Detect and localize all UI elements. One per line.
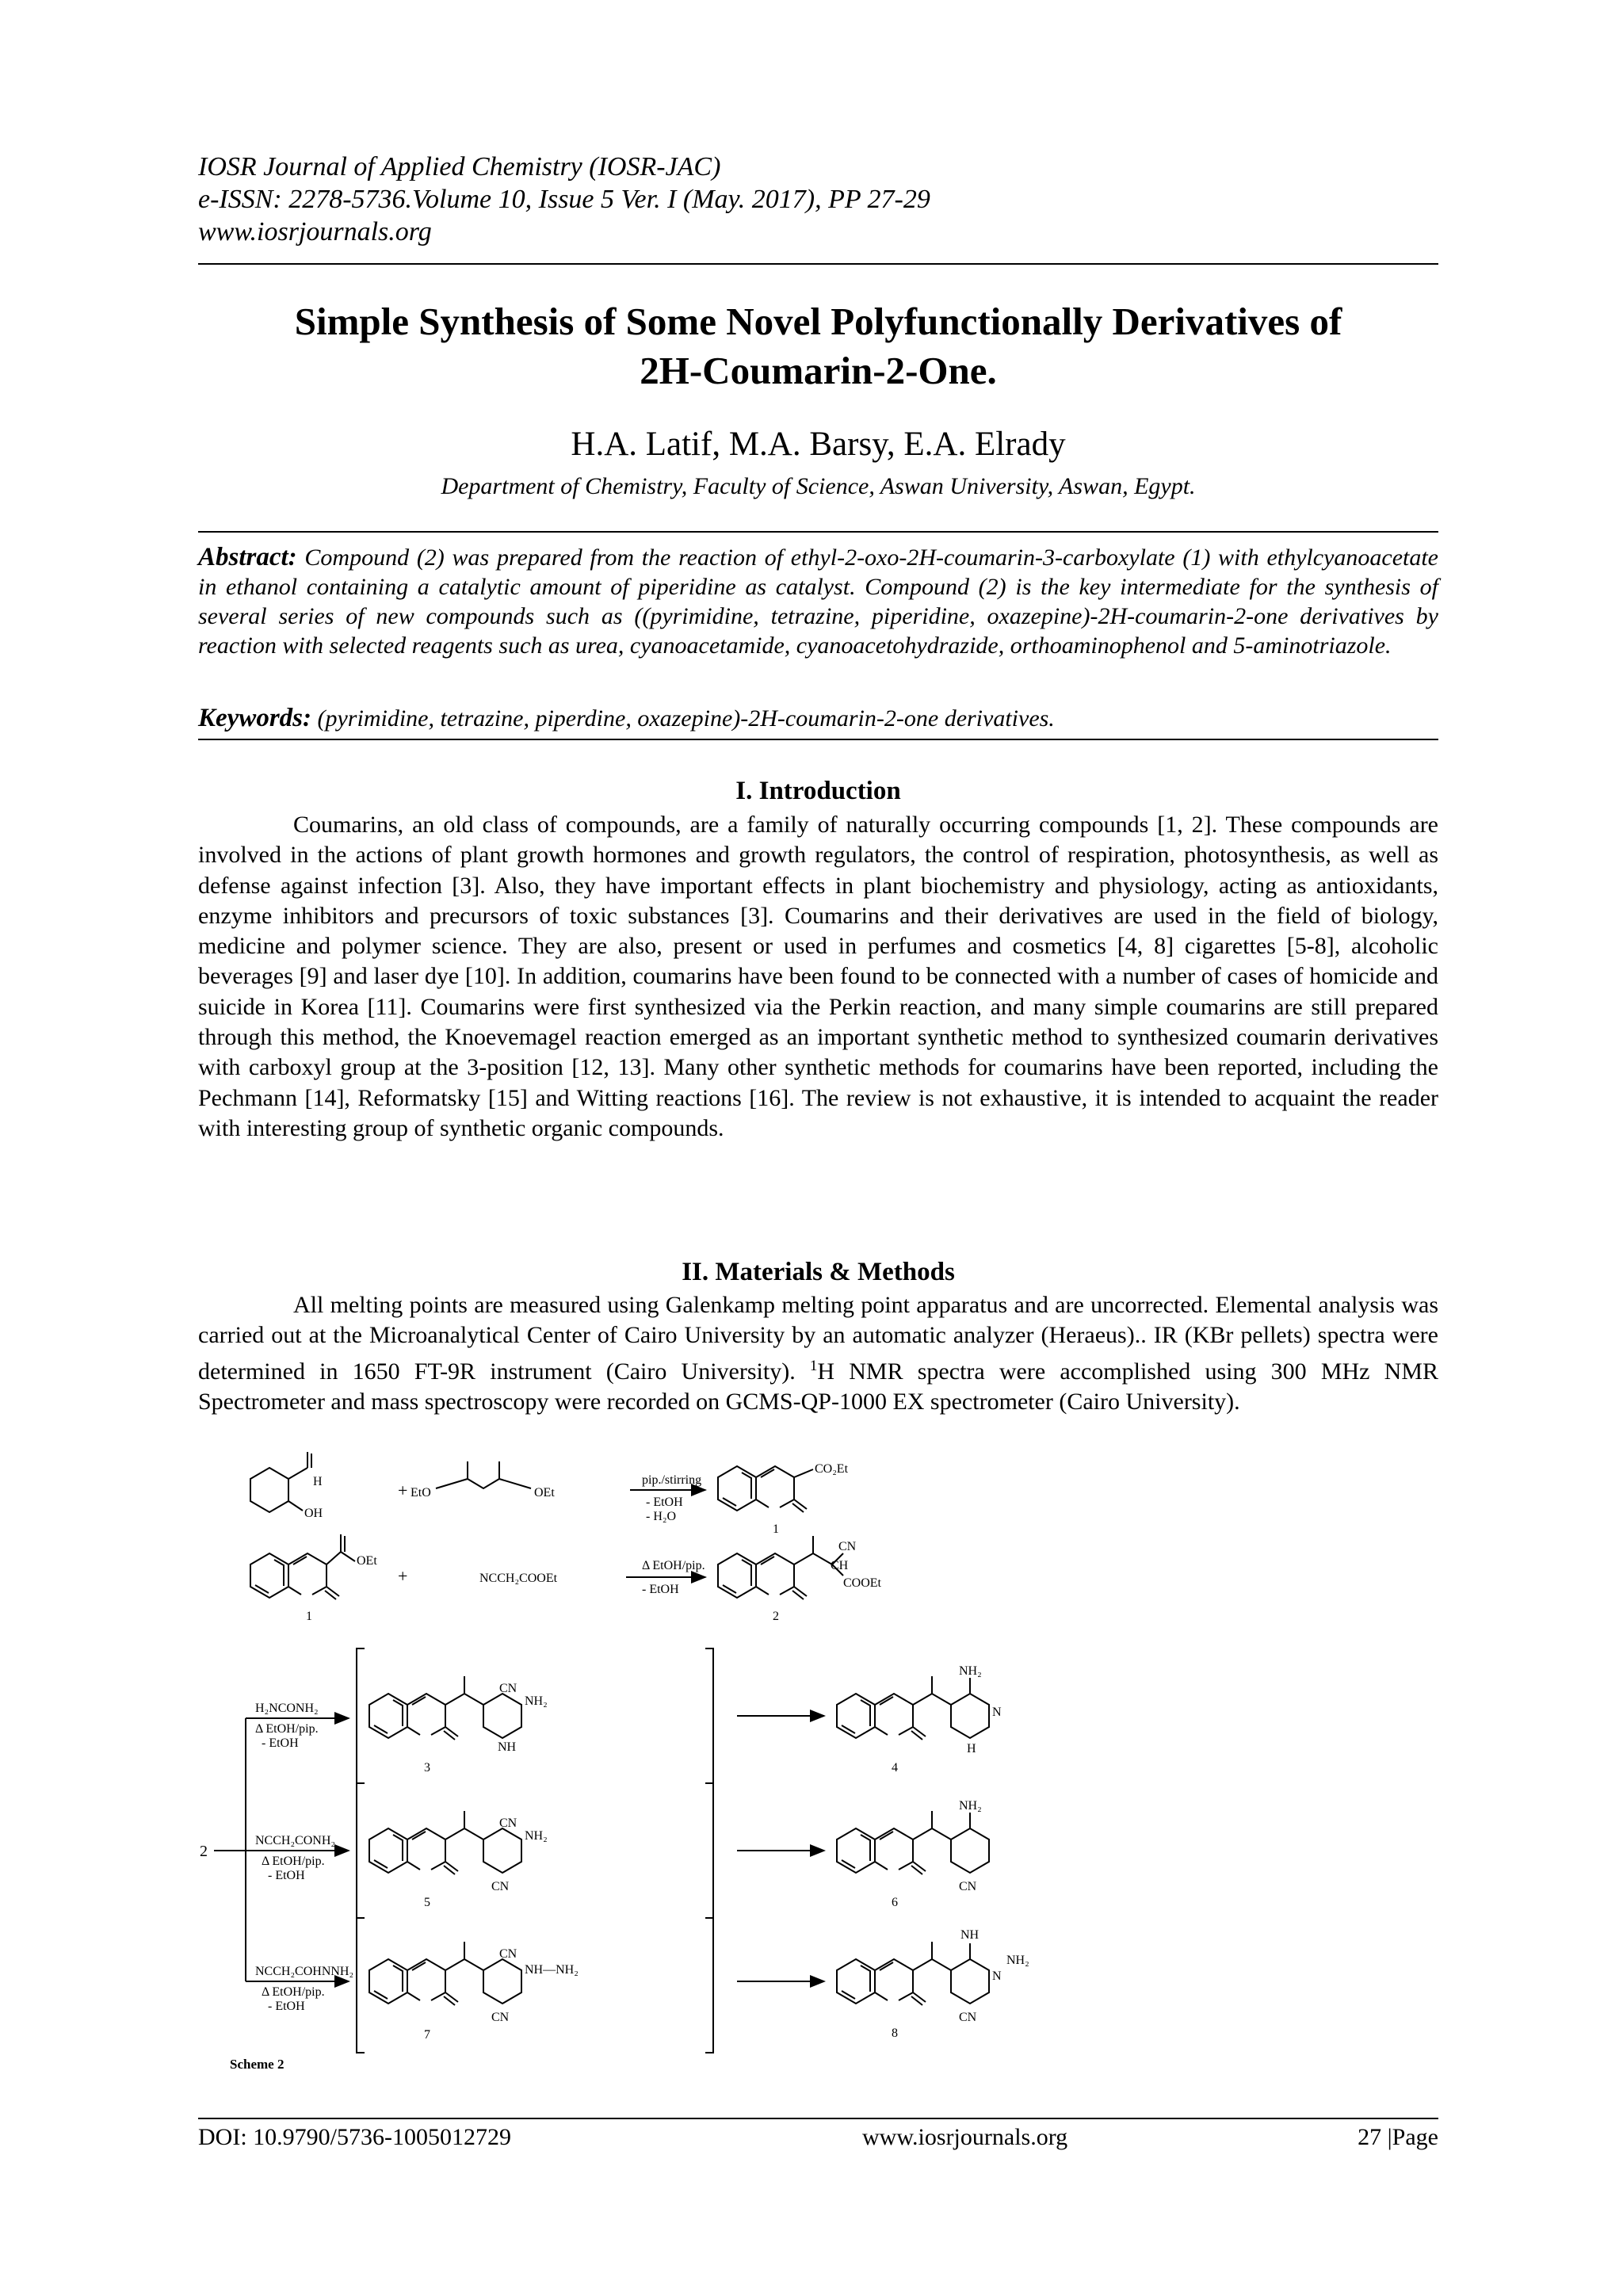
compound-number-3: 3 [424,1761,430,1775]
label-h: H [313,1475,323,1488]
label-cn-2: CN [838,1540,857,1553]
compound-number-2: 2 [773,1610,779,1623]
compound-number-4: 4 [892,1761,898,1775]
label-oet-2: OEt [357,1554,377,1568]
header-rule [198,263,1438,265]
label-cn-5b: CN [491,1880,510,1893]
authors: H.A. Latif, M.A. Barsy, E.A. Elrady [571,426,1066,463]
journal-website[interactable]: www.iosrjournals.org [198,217,432,246]
label-cn-8: CN [959,2011,977,2024]
label-cn-6: CN [959,1880,977,1893]
abstract [198,543,1438,660]
keywords-text: (pyrimidine, tetrazine, piperdine, oxazepine)-2H-coumarin-2-one derivatives. [317,705,1055,732]
row2-compound-2 [718,1536,882,1623]
label-cn-7: CN [499,1947,517,1961]
abstract-rule-bottom [198,739,1438,740]
compound-6-structure [837,1799,989,1909]
title-line-1: Simple Synthesis of Some Novel Polyfunctionally Derivatives of [294,300,1342,343]
abstract-rule-top [198,531,1438,533]
journal-issn: e-ISSN: 2278-5736.Volume 10, Issue 5 Ver. I (May. 2017), PP 27-29 [198,185,930,214]
plus-sign: + [398,1480,408,1500]
label-nh2-6: NH₂ [959,1799,982,1813]
row2-reagent-b: - EtOH [642,1583,679,1596]
methods-text-a: All melting points are measured using Galenkamp melting point apparatus and are uncorrected. Elemental analysis was carried out at the Microanalytical Center of Cairo University by an automatic analyzer (Heraeus).. IR (KBr pellets) spectra were determined in 1650 FT-9R instrument (Cairo University). [198,1292,1438,1385]
methods-text-b: H NMR spectra were accomplished using 300 MHz NMR Spectrometer and mass spectroscopy were recorded on GCMS-QP-1000 EX spectrometer (Cairo University). [198,1358,1439,1415]
affiliation: Department of Chemistry, Faculty of Science, Aswan University, Aswan, Egypt. [441,473,1196,499]
compound-number-8: 8 [892,2027,898,2040]
label-n-8: N [992,1969,1002,1983]
label-oh: OH [304,1507,323,1520]
label-nh2-4: NH₂ [959,1664,982,1678]
row1-reagent-top: pip./stirring [642,1473,702,1487]
introduction-paragraph [198,810,1438,1144]
compound-number-1a: 1 [773,1522,779,1536]
bracket-right-5 [705,1783,713,1918]
compound-number-1b: 1 [306,1610,312,1623]
row2-reactant: NCCH₂COOEt [479,1572,558,1585]
compound-number-5: 5 [424,1896,430,1909]
title-line-2: 2H-Coumarin-2-One. [640,349,997,392]
label-nh-8: NH [960,1928,980,1942]
abstract-label: Abstract: [198,543,297,571]
label-cn-3: CN [499,1682,517,1695]
introduction-text: Coumarins, an old class of compounds, are a family of naturally occurring compounds [1, 2]. These compounds are involved in the actions of plant growth hormones and growth regulators, the control of respiration, photosynthesis, as well as defense against infection [3]. Also, they have important effects in plant biochemistry and physiology, acting as antioxidants, enzyme inhibitors and precursors of toxic substances [3]. Coumarins and their derivatives are used in the field of biology, medicine and polymer science. They are also, present or used in perfumes and cosmetics [4, 8] cigarettes [5-8], alcoholic beverages [9] and laser dye [10]. In addition, coumarins have been found to be connected with a number of cases of homicide and suicide in Korea [11]. Coumarins were first synthesized via the Perkin reaction, and many simple coumarins are still prepared through this method, the Knoevemagel reaction emerged as an important synthetic method to synthesized coumarin derivatives with carboxyl group at the 3-position [12, 13]. Many other synthetic methods for coumarins have been reported, including the Pechmann [14], Reformatsky [15] and Witting reactions [16]. The review is not exhaustive, it is intended to acquaint the reader with interesting group of synthetic organic compounds. [198,812,1438,1141]
b1-reagent-2: Δ EtOH/pip. [255,1722,319,1736]
label-oet: OEt [534,1486,555,1499]
row1-salicylaldehyde [250,1452,323,1520]
label-nh2-5: NH₂ [525,1829,548,1843]
label-cn-5: CN [499,1817,517,1830]
methods-superscript: 1 [809,1357,818,1374]
compound-number-6: 6 [892,1896,898,1909]
bracket-left-5 [357,1783,365,1918]
keywords-label: Keywords: [198,704,311,732]
journal-header [198,151,930,248]
footer-website[interactable]: www.iosrjournals.org [862,2124,1068,2150]
label-nhnh2-7: NH—NH₂ [525,1963,579,1977]
abstract-text: Compound (2) was prepared from the reaction of ethyl-2-oxo-2H-coumarin-3-carboxylate (1) with ethylcyanoacetate in ethanol containing a catalytic amount of piperidine as catalyst. Compound (2) is the key intermediate for the synthesis of several series of new compounds such as ((pyrimidine, tetrazine, piperidine, oxazepine)-2H-coumarin-2-one derivatives by reaction with selected reagents such as urea, cyanoacetamide, cyanoacetohydrazide, orthoaminophenol and 5-aminotriazole. [198,544,1439,659]
label-nh2-8: NH₂ [1006,1954,1029,1967]
section-heading-methods: II. Materials & Methods [682,1258,955,1286]
bracket-right-3 [705,1648,713,1783]
journal-name: IOSR Journal of Applied Chemistry (IOSR-JAC) [198,152,721,181]
row2-reagent-top: Δ EtOH/pip. [642,1559,705,1572]
row2-compound-1 [250,1534,377,1623]
compound-number-7: 7 [424,2028,430,2042]
compound-4-structure [837,1664,1002,1775]
plus-sign-2: + [398,1566,408,1586]
footer-page: 27 |Page [1358,2124,1438,2150]
b3-reagent-2: Δ EtOH/pip. [262,1985,325,1999]
keywords [198,704,1438,733]
label-eto: EtO [411,1486,431,1499]
label-co2et: CO₂Et [815,1462,849,1476]
row1-diethyl-malonate [411,1461,555,1499]
footer-rule [198,2118,1438,2119]
label-n-4: N [992,1706,1002,1719]
label-nh-3: NH [498,1740,517,1754]
label-ch-2: CH [831,1559,849,1572]
b2-reagent-1: NCCH₂CONH₂ [255,1834,335,1847]
methods-paragraph [198,1290,1438,1417]
section-heading-introduction: I. Introduction [735,777,901,805]
bracket-left-3 [357,1648,365,1783]
b2-reagent-3: - EtOH [268,1869,305,1882]
reaction-scheme-figure [198,1450,1244,2080]
label-cn-7b: CN [491,2011,510,2024]
scheme-caption: Scheme 2 [230,2057,285,2072]
footer-doi: DOI: 10.9790/5736-1005012729 [198,2124,511,2150]
row1-product-coumarin [718,1462,849,1536]
b1-reagent-1: H₂NCONH₂ [255,1702,319,1715]
b1-reagent-3: - EtOH [262,1736,299,1750]
compound-3-structure [369,1676,548,1775]
b3-reagent-3: - EtOH [268,2000,305,2013]
compound-5-structure [369,1811,548,1909]
branch-compound-2: 2 [200,1843,208,1860]
label-nh2-3: NH₂ [525,1694,548,1708]
bracket-right-7 [705,1918,713,2053]
compound-8-structure [837,1928,1029,2040]
b2-reagent-2: Δ EtOH/pip. [262,1855,325,1868]
row1-reagent-b1: - EtOH [646,1496,683,1509]
row1-reagent-b2: - H₂O [646,1510,677,1523]
b3-reagent-1: NCCH₂COHNNH₂ [255,1965,354,1978]
paper-title [198,297,1438,395]
compound-7-structure [369,1942,579,2042]
label-h-4: H [967,1742,976,1755]
label-cooet-2: COOEt [843,1576,881,1590]
bracket-left-7 [357,1918,365,2053]
